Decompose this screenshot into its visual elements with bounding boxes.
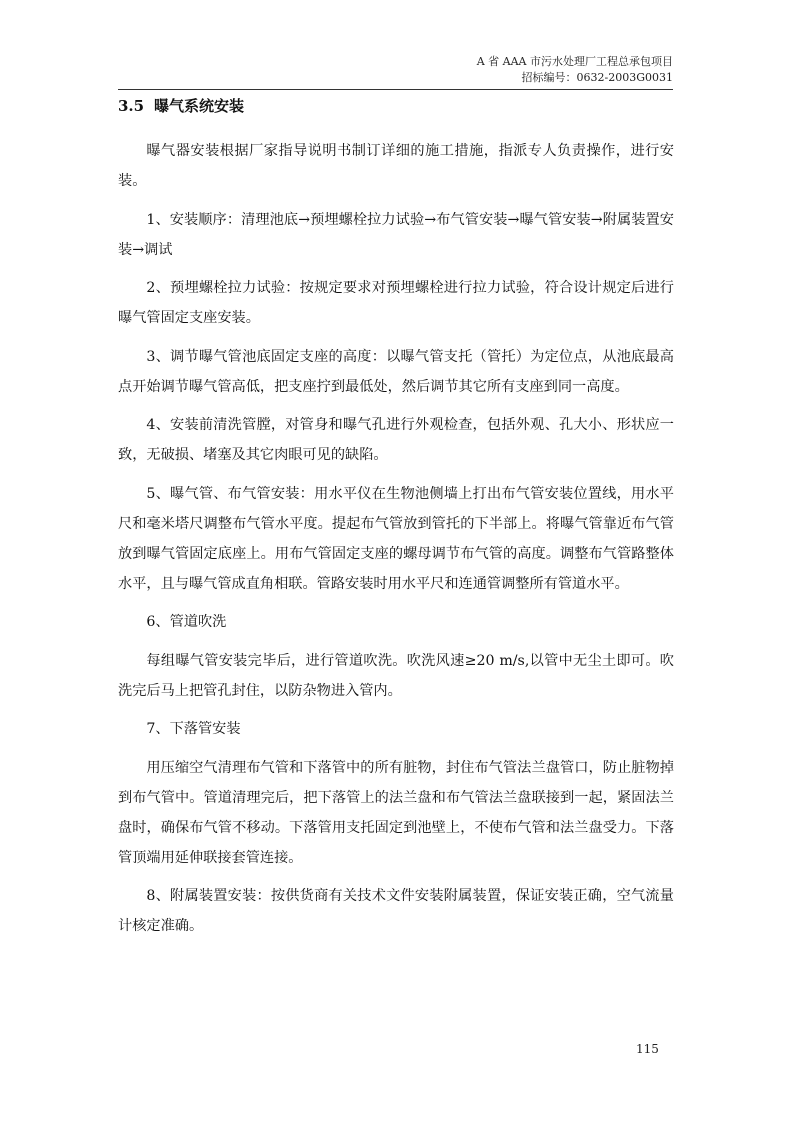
section-number: 3.5 bbox=[118, 97, 145, 115]
page-header bbox=[477, 54, 673, 86]
header-divider bbox=[118, 89, 673, 90]
section-heading bbox=[118, 96, 244, 116]
document-body bbox=[118, 136, 674, 950]
paragraph-purge: 每组曝气管安装完毕后，进行管道吹洗。吹洗风速≥20 m/s,以管中无尘土即可。吹洗完后马上把管孔封住，以防杂物进入管内。 bbox=[118, 652, 674, 699]
paragraph-accessories: 8、附属装置安装：按供货商有关技术文件安装附属装置，保证安装正确，空气流量计核定准确。 bbox=[118, 888, 674, 934]
paragraph-install-order: 1、安装顺序：清理池底→预埋螺栓拉力试验→布气管安装→曝气管安装→附属装置安装→调试 bbox=[118, 211, 674, 258]
paragraph-intro: 曝气器安装根据厂家指导说明书制订详细的施工措施，指派专人负责操作，进行安装。 bbox=[118, 143, 674, 189]
paragraph-pipe-installation: 5、曝气管、布气管安装：用水平仪在生物池侧墙上打出布气管安装位置线，用水平尺和毫米塔尺调整布气管水平度。提起布气管放到管托的下半部上。将曝气管靠近布气管放到曝气管固定底座上。用布气管固定支座的螺母调节布气管的高度。调整布气管路整体水平，且与曝气管成直角相联。管路安装时用水平尺和连通管调整所有管道水平。 bbox=[118, 485, 674, 592]
paragraph-bolt-test: 2、预埋螺栓拉力试验：按规定要求对预埋螺栓进行拉力试验，符合设计规定后进行曝气管固定支座安装。 bbox=[118, 280, 674, 326]
header-bid-number: 招标编号：0632-2003G0031 bbox=[521, 71, 673, 84]
header-project-title: A 省 AAA 市污水处理厂工程总承包项目 bbox=[476, 55, 673, 68]
page-number: 115 bbox=[636, 1042, 659, 1056]
section-title: 曝气系统安装 bbox=[154, 97, 245, 115]
paragraph-purge-heading: 6、管道吹洗 bbox=[146, 614, 227, 630]
paragraph-downpipe: 用压缩空气清理布气管和下落管中的所有脏物，封住布气管法兰盘管口，防止脏物掉到布气管中。管道清理完后，把下落管上的法兰盘和布气管法兰盘联接到一起，紧固法兰盘时，确保布气管不移动。下落管用支托固定到池壁上，不使布气管和法兰盘受力。下落管顶端用延伸联接套管连接。 bbox=[118, 759, 674, 866]
paragraph-pipe-cleaning: 4、安装前清洗管膛，对管身和曝气孔进行外观检查，包括外观、孔大小、形状应一致，无破损、堵塞及其它肉眼可见的缺陷。 bbox=[118, 417, 674, 463]
paragraph-downpipe-heading: 7、下落管安装 bbox=[146, 721, 241, 737]
paragraph-support-height: 3、调节曝气管池底固定支座的高度：以曝气管支托（管托）为定位点，从池底最高点开始调节曝气管高低，把支座拧到最低处，然后调节其它所有支座到同一高度。 bbox=[118, 348, 674, 395]
